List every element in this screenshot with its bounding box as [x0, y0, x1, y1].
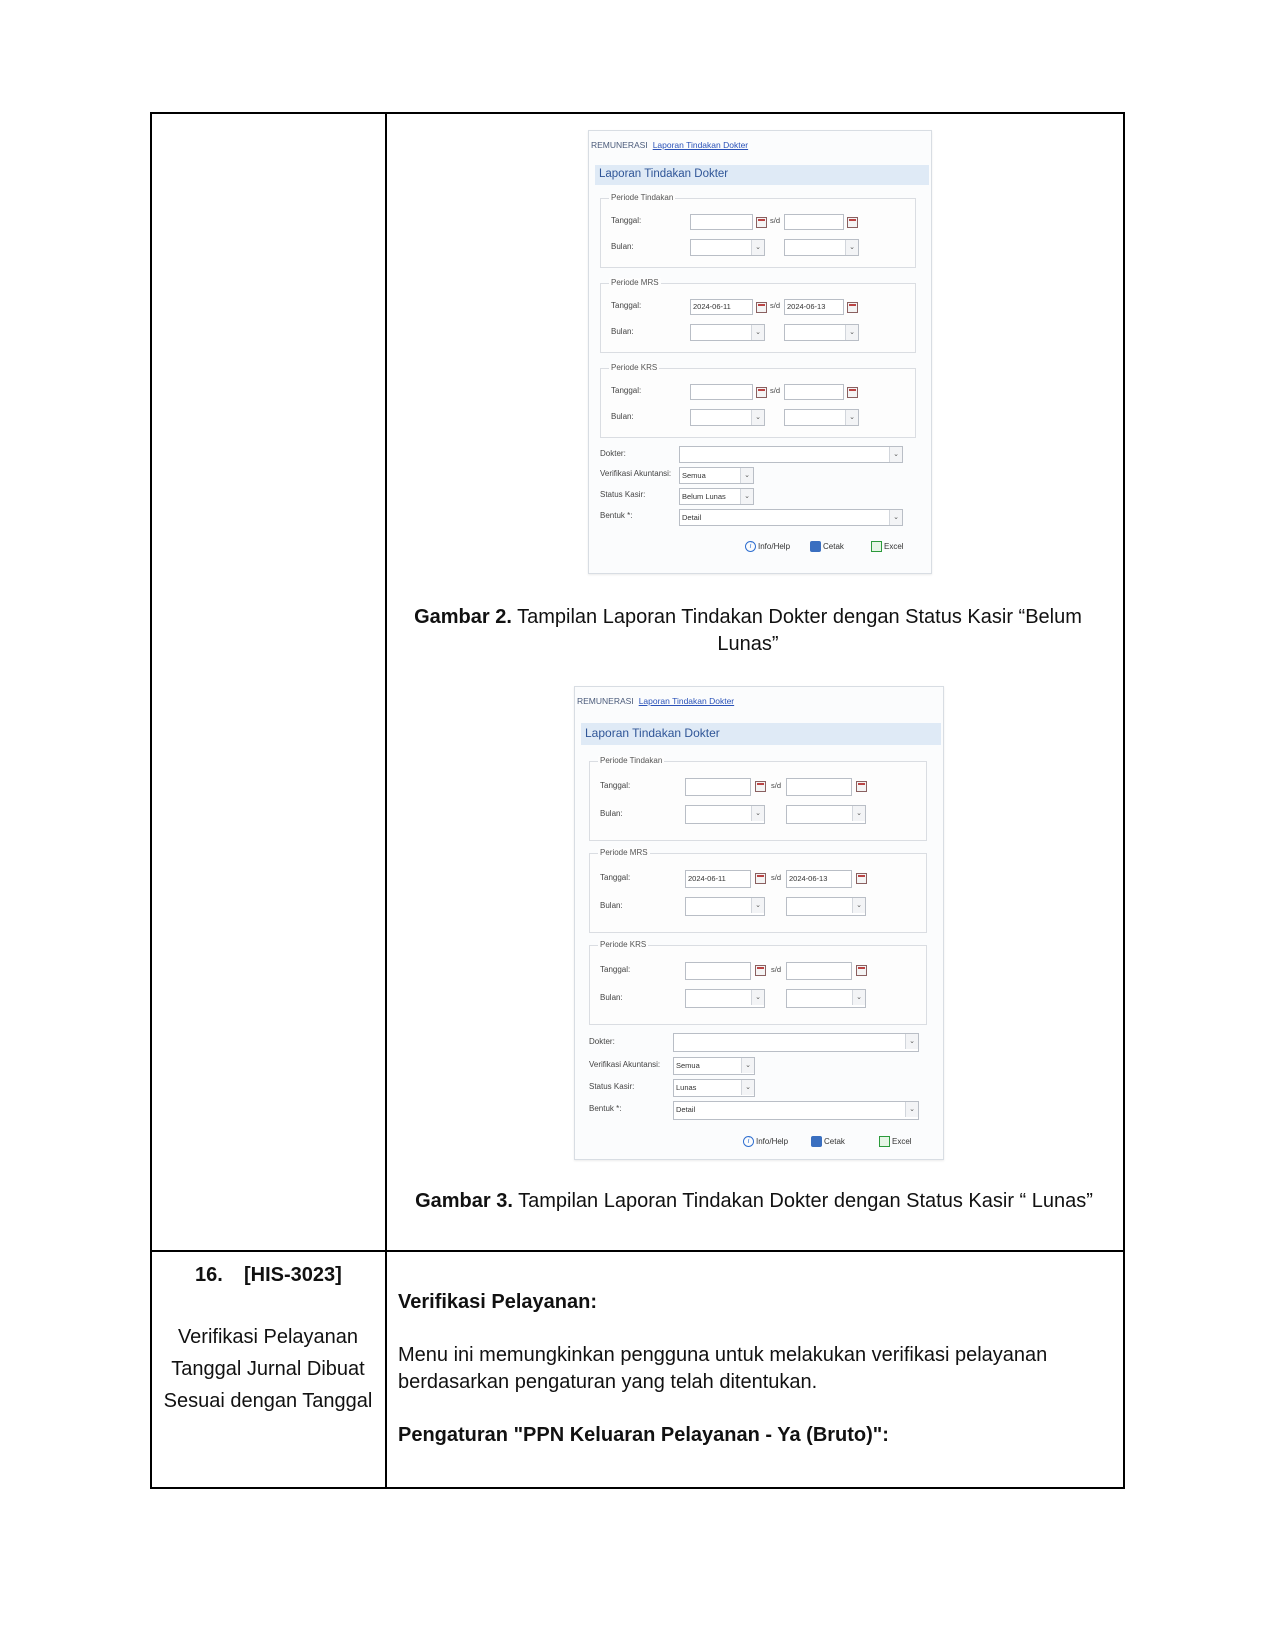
fieldset-periode-mrs — [600, 278, 916, 353]
chevron-down-icon: ⌄ — [751, 806, 764, 821]
printer-icon — [811, 1136, 822, 1147]
chevron-down-icon: ⌄ — [751, 410, 764, 425]
info-help-label: Info/Help — [758, 542, 791, 551]
status-kasir-label: Status Kasir: — [589, 1082, 635, 1091]
figure-2-screenshot — [588, 130, 932, 574]
tanggal-from-input[interactable] — [685, 778, 751, 796]
excel-button[interactable] — [871, 541, 904, 552]
fieldset-legend: Periode KRS — [600, 940, 647, 949]
bentuk-label: Bentuk *: — [600, 511, 633, 520]
bentuk-select[interactable]: Detail ⌄ — [679, 509, 903, 526]
bulan-from-select[interactable] — [690, 239, 765, 256]
sd-label: s/d — [770, 301, 781, 310]
dokter-select[interactable] — [679, 446, 903, 463]
verifikasi-select[interactable]: Semua ⌄ — [673, 1057, 755, 1075]
chevron-down-icon: ⌄ — [741, 1058, 754, 1073]
breadcrumb-root: REMUNERASI — [577, 696, 634, 706]
fieldset-periode-krs — [589, 940, 927, 1025]
left-description-line: Verifikasi Pelayanan — [177, 1326, 359, 1348]
tanggal-label: Tanggal: — [611, 216, 642, 225]
tanggal-to-input[interactable] — [784, 384, 844, 400]
chevron-down-icon: ⌄ — [889, 510, 902, 525]
bulan-label: Bulan: — [600, 901, 623, 910]
calendar-icon[interactable] — [756, 302, 767, 313]
fieldset-legend: Periode Tindakan — [611, 193, 674, 202]
info-icon: i — [745, 541, 756, 552]
breadcrumb-link[interactable]: Laporan Tindakan Dokter — [638, 696, 735, 706]
figure-3-screenshot — [574, 686, 944, 1160]
info-icon: i — [743, 1136, 754, 1147]
sd-label: s/d — [770, 386, 781, 395]
excel-button[interactable] — [879, 1136, 912, 1147]
sd-label: s/d — [771, 873, 782, 882]
caption-text: Tampilan Laporan Tindakan Dokter dengan Status Kasir “Belum Lunas” — [511, 606, 1082, 655]
tanggal-from-input[interactable] — [690, 214, 753, 230]
tanggal-label: Tanggal: — [600, 965, 631, 974]
bulan-to-select[interactable] — [784, 239, 859, 256]
setting-heading: Pengaturan "PPN Keluaran Pelayanan - Ya (Bruto)": — [398, 1424, 889, 1446]
dokter-label: Dokter: — [589, 1037, 615, 1046]
bentuk-select[interactable]: Detail ⌄ — [673, 1101, 919, 1120]
fieldset-periode-krs — [600, 363, 916, 438]
bulan-label: Bulan: — [611, 412, 634, 421]
bulan-to-select[interactable] — [784, 409, 859, 426]
calendar-icon[interactable] — [847, 302, 858, 313]
paragraph-line: berdasarkan pengaturan yang telah ditentukan. — [398, 1371, 818, 1393]
excel-label: Excel — [884, 542, 904, 551]
panel-title-bar — [581, 723, 941, 745]
calendar-icon[interactable] — [856, 781, 867, 792]
paragraph-line: Menu ini memungkinkan pengguna untuk melakukan verifikasi pelayanan — [398, 1344, 1048, 1366]
verifikasi-label: Verifikasi Akuntansi: — [589, 1060, 661, 1069]
chevron-down-icon: ⌄ — [751, 898, 764, 913]
calendar-icon[interactable] — [847, 387, 858, 398]
bulan-from-select[interactable] — [685, 805, 765, 824]
fieldset-legend: Periode MRS — [600, 848, 648, 857]
figure-2-caption — [398, 604, 1098, 658]
chevron-down-icon: ⌄ — [741, 1080, 754, 1095]
breadcrumb-link[interactable]: Laporan Tindakan Dokter — [652, 140, 749, 150]
status-kasir-select[interactable]: Lunas ⌄ — [673, 1079, 755, 1097]
section-heading: Verifikasi Pelayanan: — [398, 1291, 598, 1313]
panel-title: Laporan Tindakan Dokter — [585, 726, 720, 740]
tanggal-to-input[interactable] — [786, 962, 852, 980]
verifikasi-label: Verifikasi Akuntansi: — [600, 469, 672, 478]
bulan-from-select[interactable] — [690, 324, 765, 341]
table-cell-left — [152, 114, 387, 1250]
calendar-icon[interactable] — [755, 965, 766, 976]
calendar-icon[interactable] — [755, 873, 766, 884]
breadcrumb — [577, 696, 734, 706]
tanggal-label: Tanggal: — [611, 301, 642, 310]
cetak-label: Cetak — [823, 542, 844, 551]
calendar-icon[interactable] — [847, 217, 858, 228]
chevron-down-icon: ⌄ — [751, 325, 764, 340]
bulan-label: Bulan: — [611, 242, 634, 251]
bulan-from-select[interactable] — [690, 409, 765, 426]
fieldset-legend: Periode MRS — [611, 278, 659, 287]
tanggal-to-input[interactable] — [786, 778, 852, 796]
sd-label: s/d — [770, 216, 781, 225]
breadcrumb — [591, 140, 748, 150]
bulan-to-select[interactable] — [786, 897, 866, 916]
chevron-down-icon: ⌄ — [740, 468, 753, 483]
mrs-to-input[interactable]: 2024-06-13 — [784, 299, 844, 315]
figure-3-caption — [388, 1188, 1120, 1215]
info-help-label: Info/Help — [756, 1137, 789, 1146]
tanggal-label: Tanggal: — [600, 781, 631, 790]
calendar-icon[interactable] — [756, 387, 767, 398]
chevron-down-icon: ⌄ — [905, 1102, 918, 1117]
fieldset-periode-tindakan — [589, 756, 927, 841]
left-description-line: Tanggal Jurnal Dibuat — [171, 1358, 365, 1380]
item-number: 16. — [195, 1264, 223, 1286]
bulan-from-select[interactable] — [685, 989, 765, 1008]
bulan-to-select[interactable] — [786, 805, 866, 824]
bulan-to-select[interactable] — [786, 989, 866, 1008]
cetak-button[interactable] — [810, 541, 844, 552]
caption-label: Gambar 3. — [415, 1190, 513, 1212]
chevron-down-icon: ⌄ — [740, 489, 753, 504]
mrs-to-input[interactable]: 2024-06-13 — [786, 870, 852, 888]
bulan-to-select[interactable] — [784, 324, 859, 341]
status-kasir-select[interactable]: Belum Lunas ⌄ — [679, 488, 754, 505]
cetak-button[interactable] — [811, 1136, 845, 1147]
chevron-down-icon: ⌄ — [751, 240, 764, 255]
sd-label: s/d — [771, 965, 782, 974]
chevron-down-icon: ⌄ — [852, 806, 865, 821]
fieldset-periode-mrs — [589, 848, 927, 933]
mrs-from-input[interactable]: 2024-06-11 — [685, 870, 751, 888]
cetak-label: Cetak — [824, 1137, 845, 1146]
tanggal-label: Tanggal: — [600, 873, 631, 882]
chevron-down-icon: ⌄ — [852, 898, 865, 913]
status-kasir-label: Status Kasir: — [600, 490, 646, 499]
calendar-icon[interactable] — [756, 217, 767, 228]
chevron-down-icon: ⌄ — [845, 410, 858, 425]
fieldset-periode-tindakan — [600, 193, 916, 268]
caption-text: Tampilan Laporan Tindakan Dokter dengan Status Kasir “ Lunas” — [512, 1190, 1093, 1212]
fieldset-legend: Periode KRS — [611, 363, 658, 372]
bulan-from-select[interactable] — [685, 897, 765, 916]
excel-icon — [871, 541, 882, 552]
bulan-label: Bulan: — [600, 809, 623, 818]
excel-label: Excel — [892, 1137, 912, 1146]
ticket-id: [HIS-3023] — [244, 1264, 342, 1286]
excel-icon — [879, 1136, 890, 1147]
bentuk-label: Bentuk *: — [589, 1104, 622, 1113]
verifikasi-select[interactable]: Semua ⌄ — [679, 467, 754, 484]
breadcrumb-root: REMUNERASI — [591, 140, 648, 150]
sd-label: s/d — [771, 781, 782, 790]
caption-label: Gambar 2. — [414, 606, 512, 628]
dokter-select[interactable] — [673, 1033, 919, 1052]
calendar-icon[interactable] — [755, 781, 766, 792]
panel-title: Laporan Tindakan Dokter — [599, 168, 729, 180]
chevron-down-icon: ⌄ — [845, 325, 858, 340]
info-help-button[interactable] — [743, 1136, 788, 1147]
calendar-icon[interactable] — [856, 965, 867, 976]
left-description-line: Sesuai dengan Tanggal — [163, 1390, 373, 1412]
tanggal-label: Tanggal: — [611, 386, 642, 395]
fieldset-legend: Periode Tindakan — [600, 756, 663, 765]
tanggal-to-input[interactable] — [784, 214, 844, 230]
info-help-button[interactable] — [745, 541, 790, 552]
calendar-icon[interactable] — [856, 873, 867, 884]
chevron-down-icon: ⌄ — [905, 1034, 918, 1049]
tanggal-from-input[interactable] — [690, 384, 753, 400]
chevron-down-icon: ⌄ — [751, 990, 764, 1005]
chevron-down-icon: ⌄ — [845, 240, 858, 255]
bulan-label: Bulan: — [611, 327, 634, 336]
dokter-label: Dokter: — [600, 449, 626, 458]
bulan-label: Bulan: — [600, 993, 623, 1002]
panel-title-bar — [595, 165, 929, 185]
tanggal-from-input[interactable] — [685, 962, 751, 980]
printer-icon — [810, 541, 821, 552]
mrs-from-input[interactable]: 2024-06-11 — [690, 299, 753, 315]
chevron-down-icon: ⌄ — [852, 990, 865, 1005]
chevron-down-icon: ⌄ — [889, 447, 902, 462]
